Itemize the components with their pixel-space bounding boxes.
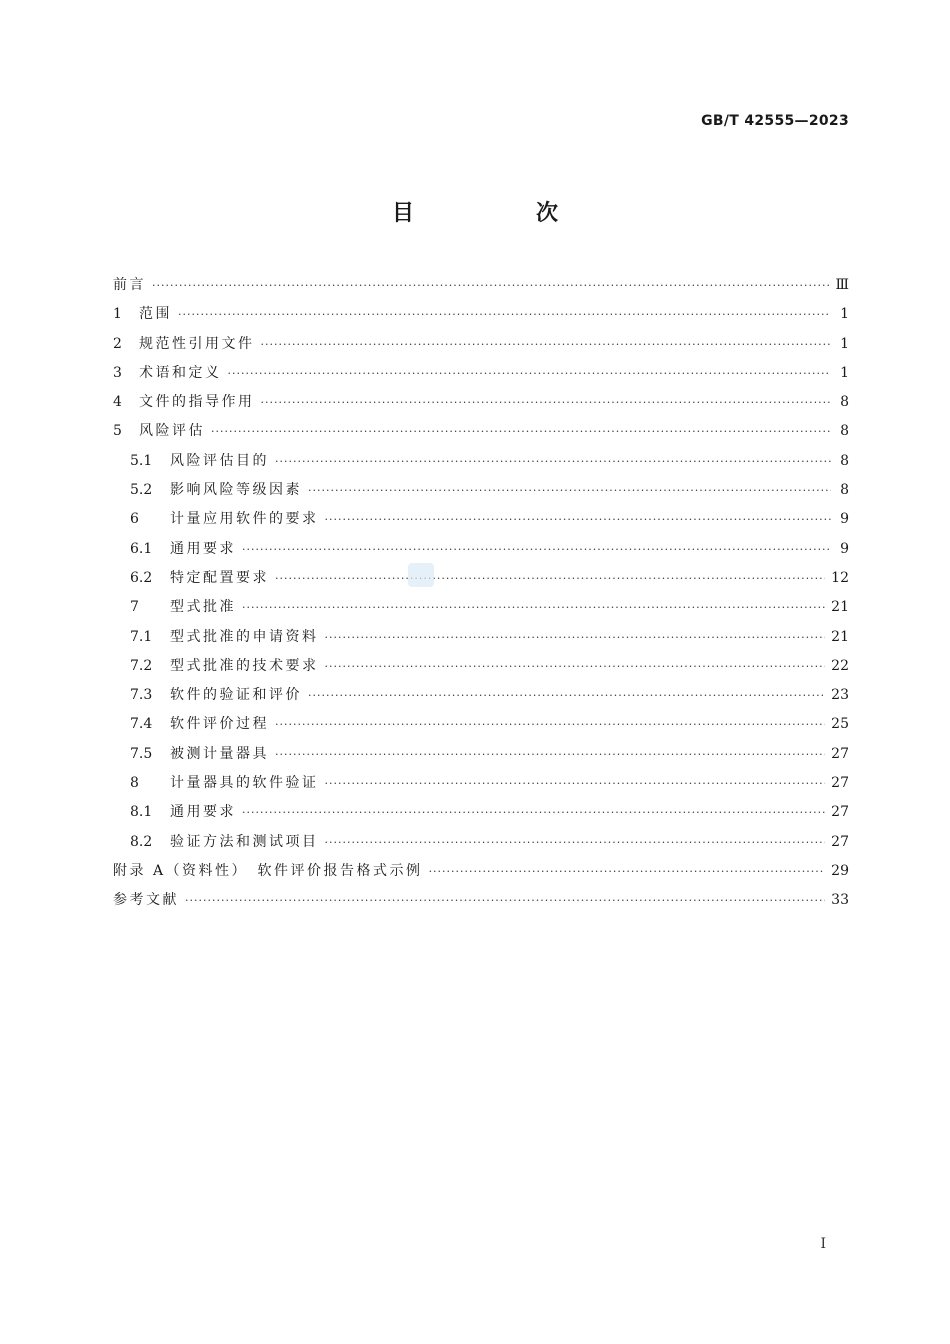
toc-dot-leader: [275, 740, 825, 769]
toc-entry-label: 型式批准的技术要求: [170, 657, 319, 674]
toc-entry-page: Ⅲ: [835, 277, 849, 293]
toc-entry-number: 2: [113, 335, 122, 352]
toc-entry-label: 范围: [139, 306, 172, 323]
toc-entry-number: 3: [113, 364, 122, 381]
toc-entry-number: 7.2: [130, 657, 153, 674]
toc-entry-label: 附录 A（资料性） 软件评价报告格式示例: [113, 862, 423, 879]
toc-entry[interactable]: [113, 886, 849, 915]
toc-entry-number: 7.3: [130, 687, 153, 704]
toc-entry[interactable]: [113, 535, 849, 564]
toc-dot-leader: [178, 300, 831, 329]
toc-entry[interactable]: [113, 828, 849, 857]
toc-dot-leader: [211, 417, 831, 446]
toc-entry[interactable]: [113, 388, 849, 417]
table-of-contents: [113, 271, 849, 916]
toc-dot-leader: [308, 681, 825, 710]
toc-entry-page: 23: [831, 687, 849, 704]
toc-entry[interactable]: [113, 623, 849, 652]
standard-code: GB/T 42555—2023: [701, 113, 849, 129]
toc-dot-leader: [242, 798, 825, 827]
toc-entry-label: 通用要求: [170, 804, 236, 821]
toc-entry-label: 型式批准的申请资料: [170, 628, 319, 645]
toc-entry-label: 影响风险等级因素: [170, 482, 302, 499]
toc-entry-label: 被测计量器具: [170, 745, 269, 762]
toc-entry[interactable]: [113, 740, 849, 769]
toc-entry-number: 5.2: [130, 482, 153, 499]
toc-entry-number: 4: [113, 394, 122, 411]
toc-entry-label: 验证方法和测试项目: [170, 833, 319, 850]
toc-entry-number: 7: [130, 599, 139, 616]
toc-entry-page: 27: [831, 745, 849, 762]
toc-entry-label: 风险评估: [139, 423, 205, 440]
toc-entry[interactable]: [113, 857, 849, 886]
toc-entry[interactable]: [113, 447, 849, 476]
toc-entry[interactable]: [113, 476, 849, 505]
toc-entry-number: 8.2: [130, 833, 153, 850]
toc-entry-page: 12: [831, 569, 849, 586]
toc-entry-label: 文件的指导作用: [139, 394, 255, 411]
toc-entry-page: 9: [840, 511, 849, 528]
toc-entry[interactable]: [113, 593, 849, 622]
toc-dot-leader: [228, 359, 832, 388]
toc-entry-page: 21: [831, 599, 849, 616]
toc-entry[interactable]: [113, 330, 849, 359]
toc-entry-label: 前言: [113, 277, 146, 293]
toc-entry-page: 33: [831, 892, 849, 909]
toc-entry-number: 6.1: [130, 540, 153, 557]
toc-entry[interactable]: [113, 564, 849, 593]
toc-dot-leader: [325, 828, 826, 857]
toc-entry-page: 8: [840, 482, 849, 499]
toc-entry-page: 29: [831, 862, 849, 879]
toc-dot-leader: [275, 564, 825, 593]
toc-entry-label: 计量应用软件的要求: [170, 511, 319, 528]
toc-entry[interactable]: [113, 417, 849, 446]
toc-entry[interactable]: [113, 271, 849, 300]
toc-entry-number: 6: [130, 511, 139, 528]
toc-entry[interactable]: [113, 505, 849, 534]
toc-dot-leader: [275, 447, 831, 476]
toc-entry-page: 27: [831, 804, 849, 821]
toc-dot-leader: [152, 271, 829, 300]
toc-entry-label: 计量器具的软件验证: [170, 775, 319, 792]
toc-entry[interactable]: [113, 300, 849, 329]
toc-entry-number: 7.5: [130, 745, 153, 762]
toc-dot-leader: [325, 505, 832, 534]
toc-entry-label: 特定配置要求: [170, 569, 269, 586]
toc-dot-leader: [308, 476, 831, 505]
toc-entry-label: 软件评价过程: [170, 716, 269, 733]
toc-entry-number: 7.1: [130, 628, 153, 645]
toc-entry-page: 27: [831, 775, 849, 792]
toc-dot-leader: [185, 886, 825, 915]
toc-entry-label: 软件的验证和评价: [170, 687, 302, 704]
toc-dot-leader: [261, 388, 832, 417]
toc-entry-label: 通用要求: [170, 540, 236, 557]
toc-entry-number: 5.1: [130, 452, 153, 469]
toc-entry-number: 6.2: [130, 569, 153, 586]
page-title: 目 次: [391, 201, 608, 226]
toc-dot-leader: [275, 710, 825, 739]
watermark-logo: [408, 563, 434, 587]
toc-entry-label: 风险评估目的: [170, 452, 269, 469]
toc-entry-page: 8: [840, 423, 849, 440]
toc-entry-page: 21: [831, 628, 849, 645]
toc-entry-page: 8: [840, 394, 849, 411]
toc-entry-label: 术语和定义: [139, 364, 222, 381]
toc-entry[interactable]: [113, 769, 849, 798]
toc-dot-leader: [325, 652, 826, 681]
toc-entry-number: 5: [113, 423, 122, 440]
toc-entry-number: 1: [113, 306, 122, 323]
toc-entry-number: 8: [130, 775, 139, 792]
toc-entry[interactable]: [113, 359, 849, 388]
toc-entry-page: 22: [831, 657, 849, 674]
toc-dot-leader: [429, 857, 826, 886]
toc-dot-leader: [242, 535, 831, 564]
toc-dot-leader: [242, 593, 825, 622]
toc-entry-page: 8: [840, 452, 849, 469]
toc-entry-page: 25: [831, 716, 849, 733]
toc-entry-page: 1: [840, 364, 849, 381]
toc-dot-leader: [325, 769, 826, 798]
toc-entry-page: 9: [840, 540, 849, 557]
toc-entry-page: 1: [840, 306, 849, 323]
toc-dot-leader: [261, 330, 832, 359]
toc-entry[interactable]: [113, 681, 849, 710]
toc-entry-number: 8.1: [130, 804, 153, 821]
toc-entry[interactable]: [113, 798, 849, 827]
toc-dot-leader: [325, 623, 826, 652]
toc-entry[interactable]: [113, 710, 849, 739]
toc-entry[interactable]: [113, 652, 849, 681]
toc-entry-label: 规范性引用文件: [139, 335, 255, 352]
toc-entry-label: 参考文献: [113, 892, 179, 909]
toc-entry-number: 7.4: [130, 716, 153, 733]
toc-entry-page: 27: [831, 833, 849, 850]
toc-entry-page: 1: [840, 335, 849, 352]
toc-entry-label: 型式批准: [170, 599, 236, 616]
page-number: I: [820, 1236, 826, 1252]
